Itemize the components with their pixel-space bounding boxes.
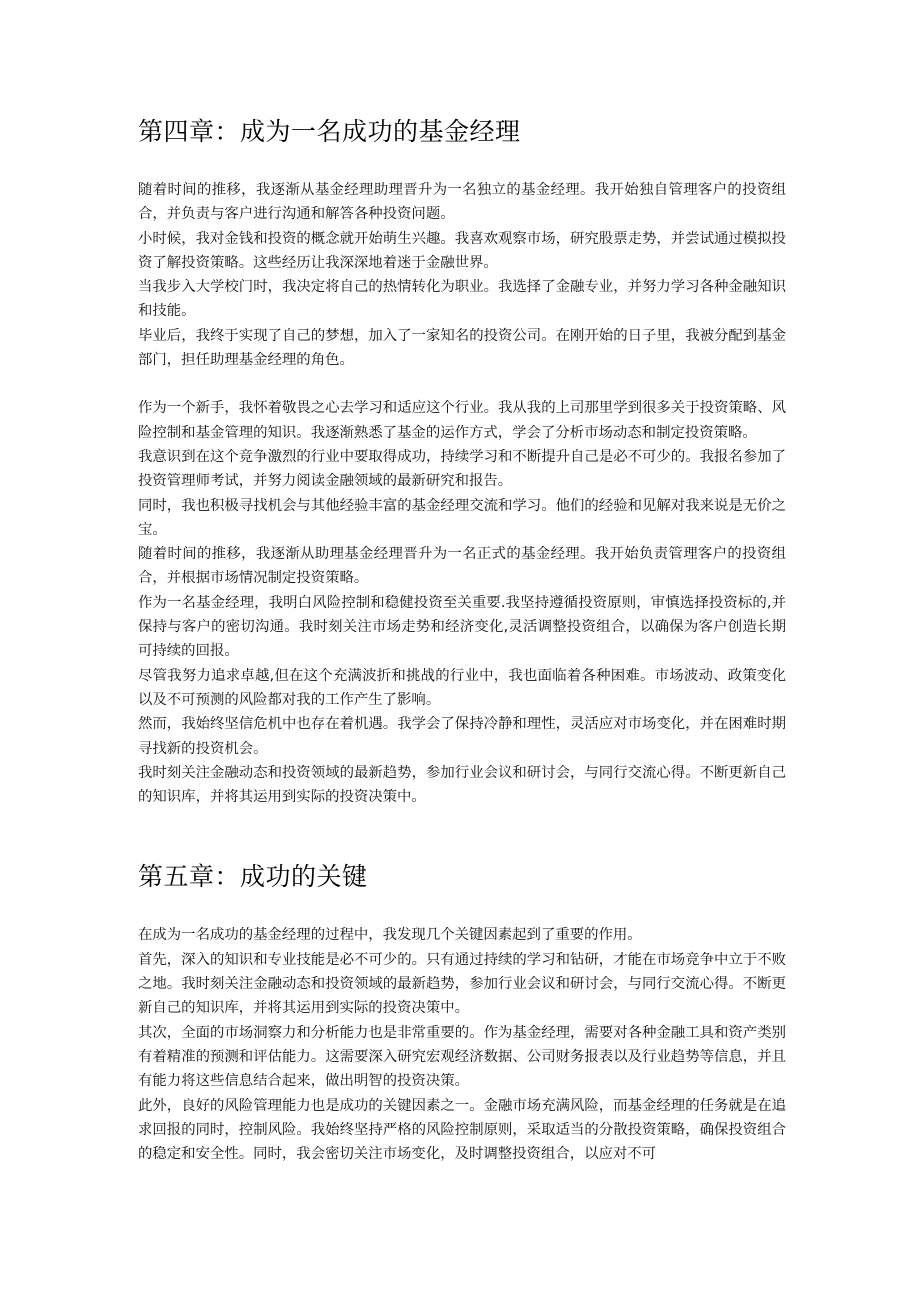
- paragraph: 尽管我努力追求卓越,但在这个充满波折和挑战的行业中，我也面临着各种困难。市场波动、政策变化以及不可预测的风险都对我的工作产生了影响。: [138, 667, 786, 708]
- paragraph: 在成为一名成功的基金经理的过程中，我发现几个关键因素起到了重要的作用。: [138, 927, 642, 944]
- paragraph: 当我步入大学校门时，我决定将自己的热情转化为职业。我选择了金融专业，并努力学习各种金融知识和技能。: [138, 279, 786, 320]
- paragraph: 随着时间的推移，我逐渐从基金经理助理晋升为一名独立的基金经理。我开始独自管理客户的投资组合，并负责与客户进行沟通和解答各种投资问题。: [138, 182, 786, 223]
- paragraph: 作为一个新手，我怀着敬畏之心去学习和适应这个行业。我从我的上司那里学到很多关于投资策略、风险控制和基金管理的知识。我逐渐熟悉了基金的运作方式，学会了分析市场动态和制定投资策略。: [138, 400, 786, 441]
- paragraph: 毕业后，我终于实现了自己的梦想，加入了一家知名的投资公司。在刚开始的日子里，我被分配到基金部门，担任助理基金经理的角色。: [138, 327, 786, 369]
- paragraph: 其次，全面的市场洞察力和分析能力也是非常重要的。作为基金经理，需要对各种金融工具和资产类别有着精准的预测和评估能力。这需要深入研究宏观经济数据、公司财务报表以及行业趋势等信息，并且有能力将这些信息结合起来，做出明智的投资决策。: [138, 1024, 786, 1090]
- paragraph: 作为一名基金经理，我明白风险控制和稳健投资至关重要.我坚持遵循投资原则，审慎选择投资标的,并保持与客户的密切沟通。我时刻关注市场走势和经济变化,灵活调整投资组合，以确保为客户创造长期可持续的回报。: [138, 594, 786, 660]
- paragraph: 然而，我始终坚信危机中也存在着机遇。我学会了保持冷静和理性，灵活应对市场变化，并在困难时期寻找新的投资机会。: [138, 716, 786, 757]
- document-page: [138, 112, 786, 1166]
- chapter-4-body: [138, 178, 786, 809]
- paragraph: 我意识到在这个竞争激烈的行业中要取得成功，持续学习和不断提升自己是必不可少的。我报名参加了投资管理师考试，并努力阅读金融领域的最新研究和报告。: [138, 448, 786, 490]
- paragraph: 我时刻关注金融动态和投资领域的最新趋势，参加行业会议和研讨会，与同行交流心得。不断更新自己的知识库，并将其运用到实际的投资决策中。: [138, 764, 786, 806]
- chapter-5-title: 第五章：成功的关键: [138, 862, 368, 892]
- paragraph: 同时，我也积极寻找机会与其他经验丰富的基金经理交流和学习。他们的经验和见解对我来说是无价之宝。: [138, 497, 786, 538]
- chapter-4-title: 第四章：成为一名成功的基金经理: [138, 117, 521, 146]
- paragraph-gap: [138, 372, 786, 396]
- paragraph: 此外，良好的风险管理能力也是成功的关键因素之一。金融市场充满风险，而基金经理的任务就是在追求回报的同时，控制风险。我始终坚持严格的风险控制原则，采取适当的分散投资策略，确保投资组合的稳定和安全性。同时，我会密切关注市场变化，及时调整投资组合，以应对不可: [138, 1097, 786, 1163]
- paragraph: 首先，深入的知识和专业技能是必不可少的。只有通过持续的学习和钻研，才能在市场竞争中立于不败之地。我时刻关注金融动态和投资领域的最新趋势，参加行业会议和研讨会，与同行交流心得。不断更新自己的知识库，并将其运用到实际的投资决策中。: [138, 951, 786, 1017]
- paragraph: 随着时间的推移，我逐渐从助理基金经理晋升为一名正式的基金经理。我开始负责管理客户的投资组合，并根据市场情况制定投资策略。: [138, 546, 786, 587]
- chapter-5-body: [138, 923, 786, 1166]
- paragraph: 小时候，我对金钱和投资的概念就开始萌生兴趣。我喜欢观察市场，研究股票走势，并尝试通过模拟投资了解投资策略。这些经历让我深深地着迷于金融世界。: [138, 230, 786, 271]
